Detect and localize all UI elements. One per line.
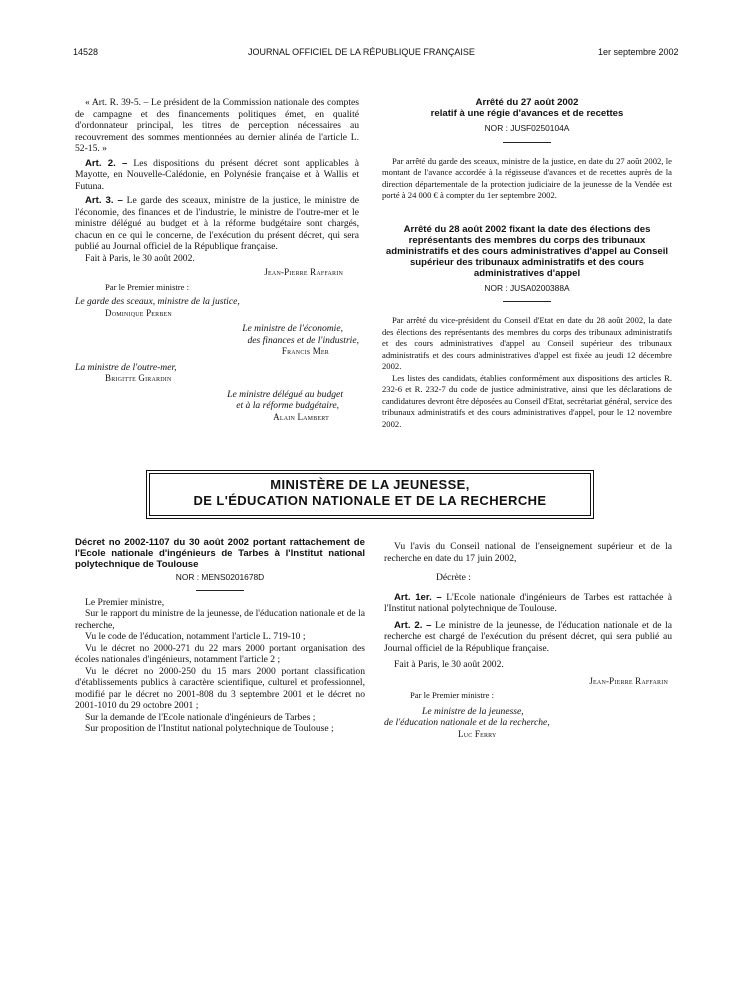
ministry-line-1: MINISTÈRE DE LA JEUNESSE, bbox=[270, 477, 470, 492]
issue-date: 1er septembre 2002 bbox=[598, 47, 679, 57]
arrete-27-aout-title-2: relatif à une régie d'avances et de recettes bbox=[430, 108, 624, 119]
left-column-top bbox=[75, 97, 359, 423]
visa-3: Vu le décret no 2000-271 du 22 mars 2000 portant organisation des écoles nationales d'ingénieurs, notamment l'article 2 ; bbox=[75, 642, 365, 665]
decret-title: Décret no 2002-1107 du 30 août 2002 portant rattachement de l'Ecole nationale d'ingénieurs de Tarbes à l'Institut national polytechnique de Toulouse bbox=[75, 537, 365, 570]
decret-article-1 bbox=[384, 592, 672, 615]
article-2-label: Art. 2. – bbox=[85, 157, 128, 169]
separator bbox=[196, 590, 244, 591]
decret-article-2 bbox=[384, 620, 672, 655]
par-le-premier-ministre: Par le Premier ministre : bbox=[105, 281, 190, 292]
budget-minister-title-2: et à la réforme budgétaire, bbox=[236, 400, 339, 411]
page-number: 14528 bbox=[73, 47, 99, 57]
decret-minister-title-2: de l'éducation nationale et de la recherche, bbox=[384, 717, 550, 728]
decret-article-1-label: Art. 1er. – bbox=[394, 591, 442, 603]
arrete-28-aout-nor: NOR : JUSA0200388A bbox=[484, 282, 570, 293]
ministry-heading-box bbox=[149, 473, 591, 516]
outre-mer-title: La ministre de l'outre-mer, bbox=[75, 361, 177, 373]
decret-minister-name: Luc Ferry bbox=[458, 728, 497, 739]
decret-nor: NOR : MENS0201678D bbox=[175, 572, 265, 582]
arrete-27-aout-nor: NOR : JUSF0250104A bbox=[484, 123, 570, 133]
garde-des-sceaux-title: Le garde des sceaux, ministre de la justice, bbox=[75, 296, 240, 307]
separator bbox=[503, 301, 551, 302]
eco-minister-name: Francis Mer bbox=[281, 346, 329, 356]
article-3-label: Art. 3. – bbox=[85, 195, 123, 206]
ministry-line-2: DE L'ÉDUCATION NATIONALE ET DE LA RECHERCHE bbox=[193, 493, 547, 508]
right-column-top bbox=[382, 97, 672, 430]
arrete-28-aout-para-1: Par arrêté du vice-président du Conseil d'Etat en date du 28 août 2002, la date des élections des représentants des membres du corps des tribunaux administratifs et des cours administratives d'appel au Conseil supérieur des tribunaux administratifs et des cours administratives d'appel est fixée au jeudi 12 décembre 2002. bbox=[382, 315, 672, 371]
article-r39-5: « Art. R. 39-5. – Le président de la Commission nationale des comptes de campagne et des financements politiques émet, en qualité d'ordonnateur principal, les titres de perception nécessaires au recouvrement des sommes mentionnées au dernier alinéa de l'article L. 52-15. » bbox=[75, 97, 359, 154]
visa-4: Vu le décret no 2000-250 du 15 mars 2000 portant classification d'établissements publics à caractère scientifique, culturel et professionnel, modifié par le décret no 2001-808 du 3 septembre 2001 et le décret no 2001-1010 du 29 octobre 2001 ; bbox=[75, 665, 365, 711]
decret-minister-title-1: Le ministre de la jeunesse, bbox=[422, 705, 524, 717]
eco-minister-title-1: Le ministre de l'économie, bbox=[242, 323, 343, 334]
decret-par-le-premier-ministre: Par le Premier ministre : bbox=[410, 690, 495, 700]
decret-article-2-label: Art. 2. – bbox=[394, 619, 432, 631]
signer-prime-minister: Jean-Pierre Raffarin bbox=[264, 267, 343, 277]
separator bbox=[503, 142, 551, 143]
visa-5: Sur la demande de l'Ecole nationale d'ingénieurs de Tarbes ; bbox=[85, 711, 316, 723]
article-2 bbox=[75, 158, 359, 193]
arrete-28-aout-title: Arrêté du 28 août 2002 fixant la date des élections des représentants des membres du corps des tribunaux administratifs et des cours administratives d'appel au Conseil supérieur des tribunaux administratifs et des cours administratives d'appel bbox=[385, 223, 669, 279]
decret-fait-a-paris: Fait à Paris, le 30 août 2002. bbox=[394, 659, 504, 670]
decret-signer-prime-minister: Jean-Pierre Raffarin bbox=[589, 675, 668, 686]
decrete: Décrète : bbox=[436, 572, 471, 583]
journal-title: JOURNAL OFFICIEL DE LA RÉPUBLIQUE FRANÇAISE bbox=[248, 47, 475, 57]
fait-a-paris: Fait à Paris, le 30 août 2002. bbox=[85, 252, 195, 264]
visa-6: Sur proposition de l'Institut national polytechnique de Toulouse ; bbox=[85, 723, 334, 734]
right-column-bottom bbox=[384, 541, 672, 740]
article-3-text: Le garde des sceaux, ministre de la justice, le ministre de l'économie, des finances et de l'industrie, le ministre de l'outre-mer et le ministre délégué au budget et à la réforme budgétaire sont chargés, chacun en ce qui le concerne, de l'exécution du présent décret, qui sera publié au Journal officiel de la République française. bbox=[75, 195, 359, 252]
article-3 bbox=[75, 195, 359, 253]
article-2-text: Les dispositions du présent décret sont applicables à Mayotte, en Nouvelle-Calédonie, en Polynésie française et à Wallis et Futuna. bbox=[75, 157, 359, 192]
vu-cnesr: Vu l'avis du Conseil national de l'enseignement supérieur et de la recherche en date du 17 juin 2002, bbox=[384, 541, 672, 564]
left-column-bottom bbox=[75, 537, 365, 735]
budget-minister-name: Alain Lambert bbox=[273, 411, 329, 422]
decret-article-2-text: Le ministre de la jeunesse, de l'éducation nationale et de la recherche est chargé de l'exécution du présent décret, qui sera publié au Journal officiel de la République française. bbox=[384, 619, 672, 654]
visa-2: Vu le code de l'éducation, notamment l'article L. 719-10 ; bbox=[85, 631, 306, 642]
budget-minister-title-1: Le ministre délégué au budget bbox=[227, 388, 343, 400]
arrete-28-aout-para-2: Les listes des candidats, établies conformément aux dispositions des articles R. 232-6 et R. 232-7 du code de justice administrative, ainsi que les déclarations de candidatures devront être déposées au Conseil d'Etat, secrétariat général, service des tribunaux administratifs et des cours administratives d'appel, pour le 12 novembre 2002. bbox=[382, 372, 672, 429]
arrete-27-aout-text: Par arrêté du garde des sceaux, ministre de la justice, en date du 27 août 2002, le montant de l'avance accordée à la régisseuse d'avances et de recettes auprès de la direction départementale de la protection judiciaire de la jeunesse de la Vendée est porté à 24 000 € à compter du 1er septembre 2002. bbox=[382, 155, 672, 200]
visa-0: Le Premier ministre, bbox=[85, 596, 165, 608]
visa-1: Sur le rapport du ministre de la jeunesse, de l'éducation nationale et de la recherche, bbox=[75, 608, 365, 631]
eco-minister-title-2: des finances et de l'industrie, bbox=[247, 334, 359, 346]
garde-des-sceaux-name: Dominique Perben bbox=[105, 307, 172, 318]
decret-article-1-text: L'Ecole nationale d'ingénieurs de Tarbes est rattachée à l'Institut national polytechnique de Toulouse. bbox=[384, 591, 672, 614]
arrete-27-aout-title-1: Arrêté du 27 août 2002 bbox=[475, 97, 579, 108]
outre-mer-name: Brigitte Girardin bbox=[105, 373, 172, 383]
